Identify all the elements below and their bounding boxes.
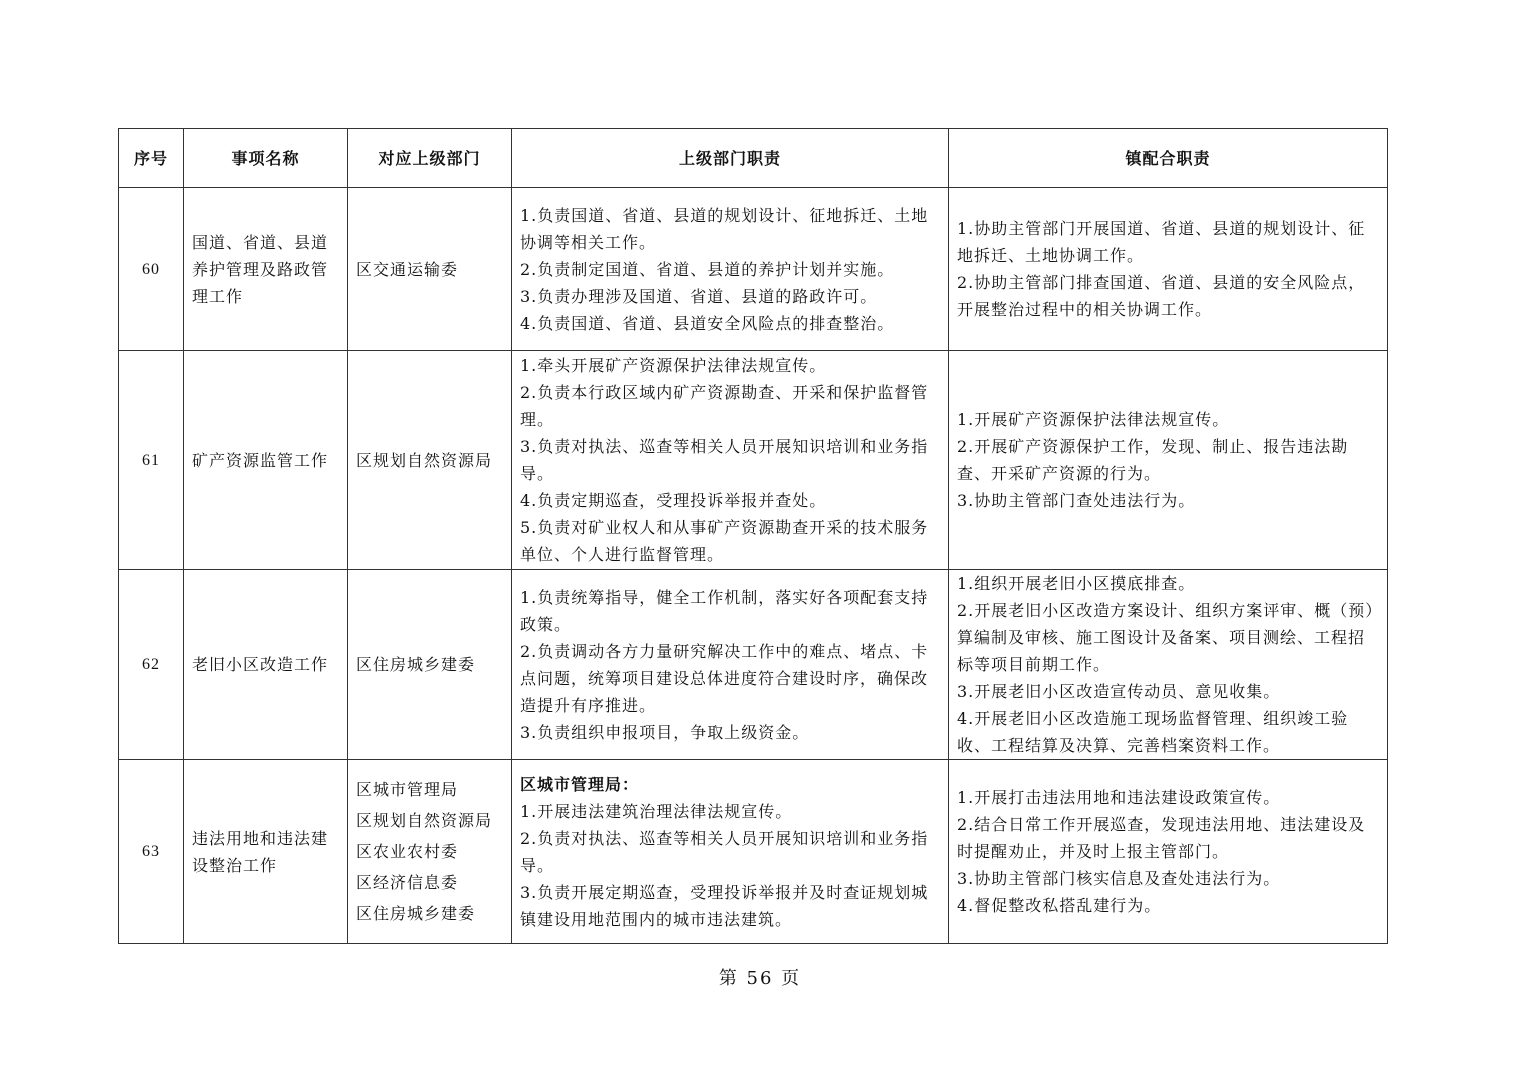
department-name: 区经济信息委 [356,873,459,892]
town-duty-item: 2.结合日常工作开展巡查，发现违法用地、违法建设及时提醒劝止，并及时上报主管部门。 [957,815,1366,861]
town-duty-item: 3.开展老旧小区改造宣传动员、意见收集。 [957,682,1281,701]
superior-department [348,570,512,760]
superior-duties [512,351,949,570]
row-number: 63 [119,760,184,944]
town-duty-item: 2.开展矿产资源保护工作，发现、制止、报告违法勘查、开采矿产资源的行为。 [957,437,1349,483]
header-no: 序号 [119,129,184,188]
duty-item: 3.负责组织申报项目，争取上级资金。 [520,722,810,742]
town-duties [949,570,1388,760]
duty-item: 1.牵头开展矿产资源保护法律法规宣传。 [520,356,827,375]
duty-item: 1.负责国道、省道、县道的规划设计、征地拆迁、土地协调等相关工作。 [520,205,929,252]
table-row [119,351,1388,570]
duty-item: 2.负责本行政区域内矿产资源勘查、开采和保护监督管理。 [520,383,929,429]
superior-department [348,351,512,570]
item-name: 老旧小区改造工作 [184,570,348,760]
duty-item: 5.负责对矿业权人和从事矿产资源勘查开采的技术服务单位、个人进行监督管理。 [520,518,929,564]
department-name: 区住房城乡建委 [356,655,476,674]
department-name: 区农业农村委 [356,842,459,861]
town-duty-item: 3.协助主管部门核实信息及查处违法行为。 [957,869,1281,888]
row-number: 62 [119,570,184,760]
superior-department [348,188,512,351]
department-name: 区规划自然资源局 [356,811,493,830]
row-number: 61 [119,351,184,570]
town-duties [949,188,1388,351]
item-name: 矿产资源监管工作 [184,351,348,570]
superior-duties [512,570,949,760]
item-name: 国道、省道、县道养护管理及路政管理工作 [184,188,348,351]
town-duty-item: 1.开展矿产资源保护法律法规宣传。 [957,410,1230,429]
header-town: 镇配合职责 [949,129,1388,188]
duty-item: 3.负责开展定期巡查，受理投诉举报并及时查证规划城镇建设用地范围内的城市违法建筑。 [520,882,929,929]
town-duty-item: 1.协助主管部门开展国道、省道、县道的规划设计、征地拆迁、土地协调工作。 [957,219,1366,265]
table-row [119,760,1388,944]
duty-item: 4.负责国道、省道、县道安全风险点的排查整治。 [520,313,895,333]
header-duty: 上级部门职责 [512,129,949,188]
table-header-row [119,129,1388,188]
page-number: 第 56 页 [718,968,802,989]
department-name: 区规划自然资源局 [356,450,493,470]
duty-item: 1.负责统筹指导，健全工作机制，落实好各项配套支持政策。 [520,587,929,634]
row-number: 60 [119,188,184,351]
town-duty-item: 4.督促整改私搭乱建行为。 [957,896,1162,915]
town-duty-item: 3.协助主管部门查处违法行为。 [957,491,1196,510]
superior-department [348,760,512,944]
town-duty-item: 4.开展老旧小区改造施工现场监督管理、组织竣工验收、工程结算及决算、完善档案资料工作。 [957,709,1349,755]
town-duty-item: 1.组织开展老旧小区摸底排查。 [957,574,1196,593]
item-name: 违法用地和违法建设整治工作 [184,760,348,944]
town-duties [949,760,1388,944]
superior-duties [512,760,949,944]
town-duty-item: 2.协助主管部门排查国道、省道、县道的安全风险点，开展整治过程中的相关协调工作。 [957,273,1366,319]
superior-duties [512,188,949,351]
header-name: 事项名称 [184,129,348,188]
department-name: 区住房城乡建委 [356,904,476,923]
header-dept: 对应上级部门 [348,129,512,188]
duty-item: 2.负责对执法、巡查等相关人员开展知识培训和业务指导。 [520,828,929,875]
duty-item: 2.负责调动各方力量研究解决工作中的难点、堵点、卡点问题，统筹项目建设总体进度符合建设时序，确保改造提升有序推进。 [520,641,929,715]
duty-item: 1.开展违法建筑治理法律法规宣传。 [520,801,793,821]
town-duties [949,351,1388,570]
duty-table [118,128,1388,944]
table-row [119,570,1388,760]
duty-subheading: 区城市管理局： [520,774,640,794]
department-name: 区城市管理局 [356,780,459,799]
department-name: 区交通运输委 [356,259,459,279]
duty-item: 2.负责制定国道、省道、县道的养护计划并实施。 [520,259,895,279]
duty-item: 3.负责对执法、巡查等相关人员开展知识培训和业务指导。 [520,437,929,483]
town-duty-item: 2.开展老旧小区改造方案设计、组织方案评审、概（预）算编制及审核、施工图设计及备案、项目测绘、工程招标等项目前期工作。 [957,601,1375,674]
duty-item: 3.负责办理涉及国道、省道、县道的路政许可。 [520,286,878,306]
table-row [119,188,1388,351]
town-duty-item: 1.开展打击违法用地和违法建设政策宣传。 [957,788,1281,807]
duty-item: 4.负责定期巡查，受理投诉举报并查处。 [520,491,827,510]
